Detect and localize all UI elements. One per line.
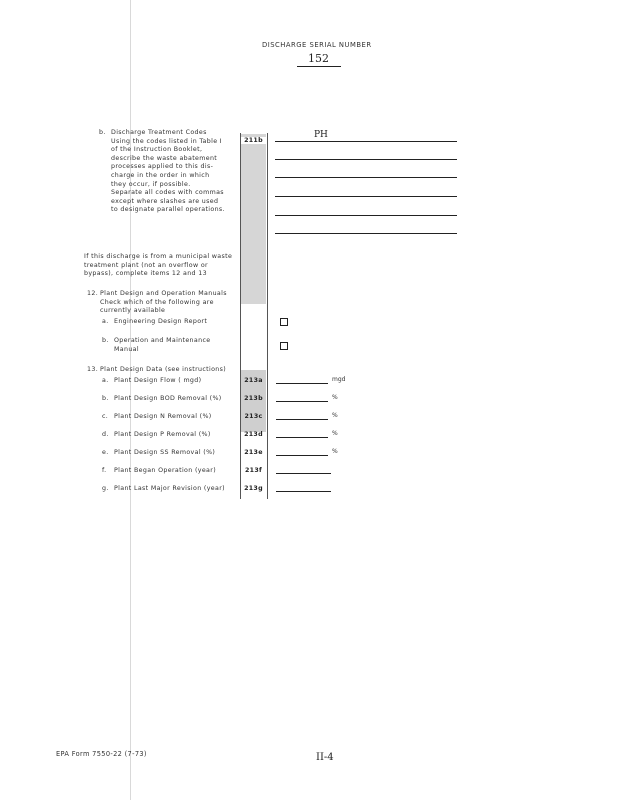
item-12a-text: Engineering Design Report (114, 318, 208, 325)
item-12b-label: b. (102, 337, 109, 344)
item-13-row-label: e. (102, 449, 109, 456)
municipal-note-line: bypass), complete items 12 and 13 (84, 270, 207, 278)
item-13-row-unit: % (332, 430, 338, 437)
item-13-row-entry-line[interactable] (276, 491, 331, 492)
item-13-row-label: f. (102, 467, 107, 474)
item-12b-text (114, 337, 211, 354)
item-13-row-text: Plant Design SS Removal (%) (114, 449, 216, 456)
item-13-row-entry-line[interactable] (276, 383, 328, 384)
item-13-row-label: d. (102, 431, 109, 438)
item-13-row-text: Plant Design BOD Removal (%) (114, 395, 222, 402)
item-12-line: currently available (100, 307, 166, 315)
treatment-codes-line-6[interactable] (275, 233, 457, 234)
item-b-line: describe the waste abatement (111, 154, 218, 162)
item-13-row-text: Plant Design P Removal (%) (114, 431, 211, 438)
item-13-row-entry-line[interactable] (276, 473, 331, 474)
engineering-design-report-checkbox[interactable] (280, 318, 288, 326)
item-13-row-entry-line[interactable] (276, 437, 328, 438)
item-13-row-code: 213d (244, 431, 263, 438)
treatment-codes-line-2[interactable] (275, 159, 457, 160)
serial-underline (297, 66, 341, 67)
item-13-row-code: 213a (244, 377, 263, 384)
item-b-label: b. (99, 129, 106, 136)
item-12-line: Check which of the following are (100, 298, 214, 306)
item-13-row-text: Plant Design Flow ( mgd) (114, 377, 202, 384)
item-12-line: Plant Design and Operation Manuals (100, 290, 227, 297)
code-211b: 211b (241, 137, 266, 144)
code-shade-top (241, 134, 266, 304)
item-13-row-text: Plant Design N Removal (%) (114, 413, 212, 420)
item-13-row-text: Plant Began Operation (year) (114, 467, 217, 474)
item-12-number: 12. (87, 290, 99, 297)
item-b-description (111, 129, 225, 215)
item-b-line: of the Instruction Booklet, (111, 146, 203, 154)
item-b-line: charge in the order in which (111, 171, 210, 179)
item-13-number: 13. (87, 366, 99, 373)
item-13-row-unit: % (332, 448, 338, 455)
operation-maintenance-manual-checkbox[interactable] (280, 342, 288, 350)
item-13-row-code: 213g (244, 485, 263, 492)
item-13-row-text: Plant Last Major Revision (year) (114, 485, 225, 492)
item-13-row-unit: mgd (332, 376, 346, 383)
item-13-row-label: b. (102, 395, 109, 402)
item-13-row-code: 213b (244, 395, 263, 402)
item-13-row-entry-line[interactable] (276, 455, 328, 456)
item-b-line: Separate all codes with commas (111, 189, 224, 197)
treatment-codes-line-5[interactable] (275, 215, 457, 216)
item-13-row-code: 213f (244, 467, 263, 474)
item-13-row-unit: % (332, 394, 338, 401)
item-13-row-code: 213c (244, 413, 263, 420)
item-b-line: they occur, if possible. (111, 180, 191, 188)
form-number: EPA Form 7550-22 (7-73) (56, 750, 147, 758)
item-b-line: Using the codes listed in Table I (111, 137, 222, 145)
item-13-row-label: a. (102, 377, 109, 384)
discharge-serial-number-value: 152 (308, 52, 329, 65)
treatment-codes-line-1[interactable] (275, 141, 457, 142)
item-13-row-entry-line[interactable] (276, 401, 328, 402)
item-12-description (100, 290, 227, 316)
item-12b-line: Manual (114, 345, 139, 353)
item-13-row-label: g. (102, 485, 109, 492)
discharge-serial-number-title: DISCHARGE SERIAL NUMBER (262, 41, 372, 49)
treatment-codes-value[interactable]: PH (314, 130, 328, 140)
item-13-row-unit: % (332, 412, 338, 419)
item-b-line: Discharge Treatment Codes (111, 129, 207, 136)
item-13-row-entry-line[interactable] (276, 419, 328, 420)
municipal-note-line: If this discharge is from a municipal waste (84, 253, 233, 260)
item-13-row-code: 213e (244, 449, 263, 456)
municipal-note-line: treatment plant (not an overflow or (84, 261, 208, 269)
item-b-line: except where slashes are used (111, 197, 219, 205)
item-12a-label: a. (102, 318, 109, 325)
item-12b-line: Operation and Maintenance (114, 337, 211, 344)
treatment-codes-line-3[interactable] (275, 177, 457, 178)
treatment-codes-line-4[interactable] (275, 196, 457, 197)
item-b-line: to designate parallel operations. (111, 206, 225, 214)
item-13-title: Plant Design Data (see instructions) (100, 366, 227, 373)
page-number: II-4 (316, 752, 334, 763)
item-b-line: processes applied to this dis- (111, 163, 214, 171)
municipal-note (84, 253, 232, 279)
item-13-row-label: c. (102, 413, 109, 420)
